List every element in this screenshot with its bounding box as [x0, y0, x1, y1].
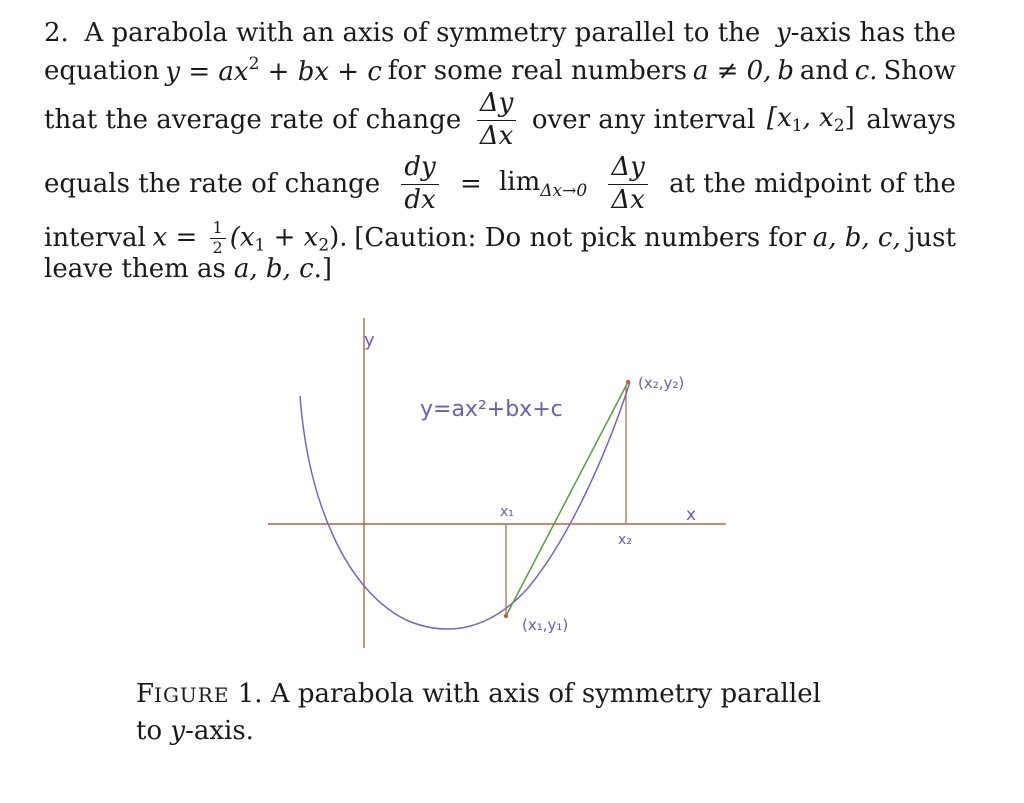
- text-run: and: [799, 55, 849, 86]
- text-run: -axis has the: [790, 18, 956, 48]
- math-y: y: [170, 716, 186, 746]
- parabola-equation: [165, 56, 382, 85]
- average-rate-fraction: [477, 90, 516, 151]
- text-run: at the midpoint of the: [669, 169, 956, 200]
- problem-line-1: [44, 20, 956, 46]
- x-axis-label: x: [686, 505, 697, 525]
- caption-line-2: [136, 713, 896, 749]
- math-condition: a ≠ 0,: [692, 55, 772, 86]
- text-run: equals the rate of change: [44, 169, 381, 200]
- text-run: for some real numbers: [387, 55, 687, 86]
- text-run: Show: [883, 55, 956, 86]
- caption-label-rest: IGURE: [154, 683, 230, 707]
- denominator: Δx: [611, 185, 645, 216]
- point-x2-y2: [626, 380, 630, 384]
- math-terms: + bx + c: [267, 57, 382, 87]
- numerator: dy: [404, 152, 436, 182]
- caption-text: A parabola with axis of symmetry parallel: [270, 679, 821, 709]
- x2-label: x₂: [618, 532, 632, 548]
- equation-label: y=ax²+bx+c: [420, 397, 563, 422]
- caption-label-initial: F: [136, 679, 155, 709]
- math-c: c.: [854, 55, 878, 86]
- problem-line-3: [44, 90, 956, 151]
- point1-label: (x₁,y₁): [522, 616, 569, 634]
- denominator: dx: [404, 185, 436, 216]
- y-axis-label: y: [364, 330, 375, 351]
- math-b: b: [777, 55, 795, 86]
- problem-number: 2.: [44, 18, 69, 48]
- math-y: y: [165, 57, 181, 87]
- text-run: just: [907, 223, 956, 254]
- denominator: Δx: [479, 121, 514, 152]
- math-ax: ax: [218, 57, 249, 87]
- midpoint-expression: x = $\frac{1}{2}$ $(x_1 + x_2)$.: [152, 218, 348, 257]
- exponent: 2: [248, 54, 260, 74]
- problem-line-4: [44, 154, 956, 215]
- point2-label: (x₂,y₂): [638, 374, 685, 392]
- caption-text: to: [136, 716, 163, 746]
- problem-line-5: [44, 220, 956, 257]
- text-run: A parabola with an axis of symmetry parallel to the: [84, 18, 761, 48]
- text-run: that the average rate of change: [44, 105, 462, 136]
- caption-number: 1.: [237, 679, 263, 709]
- math-y: y: [775, 18, 791, 48]
- text-run: leave them as: [44, 254, 226, 284]
- text-run: .]: [313, 254, 333, 284]
- text-run: equation: [44, 55, 160, 86]
- limit-expression: $\lim_{\Delta x\to 0}$: [498, 166, 588, 201]
- text-run: over any interval: [531, 105, 756, 136]
- interval-notation: [$x_1$, $x_2$]: [766, 103, 855, 137]
- numerator: Δy: [611, 152, 645, 182]
- math-abc: a, b, c,: [812, 223, 901, 254]
- limit-fraction: [608, 154, 647, 215]
- caption-line-1: [136, 676, 896, 713]
- parabola-figure: [268, 312, 728, 652]
- text-run: interval: [44, 223, 146, 254]
- point-x1-y1: [504, 614, 508, 618]
- x1-label: x₁: [500, 504, 514, 520]
- problem-line-2: [44, 56, 956, 85]
- figure-caption: [136, 676, 896, 749]
- problem-line-6: [44, 256, 956, 282]
- numerator: Δy: [479, 88, 514, 118]
- parabola-diagram: [268, 312, 728, 652]
- half-fraction: $\frac{1}{2}$: [210, 220, 226, 257]
- caution-text: [Caution: Do not pick numbers for: [354, 223, 807, 254]
- caption-text: -axis.: [185, 716, 254, 746]
- equals-sign: =: [459, 169, 482, 200]
- equals-sign: =: [188, 57, 211, 87]
- text-run: always: [866, 105, 956, 136]
- math-abc: a, b, c: [233, 254, 314, 284]
- derivative-fraction: [401, 154, 438, 215]
